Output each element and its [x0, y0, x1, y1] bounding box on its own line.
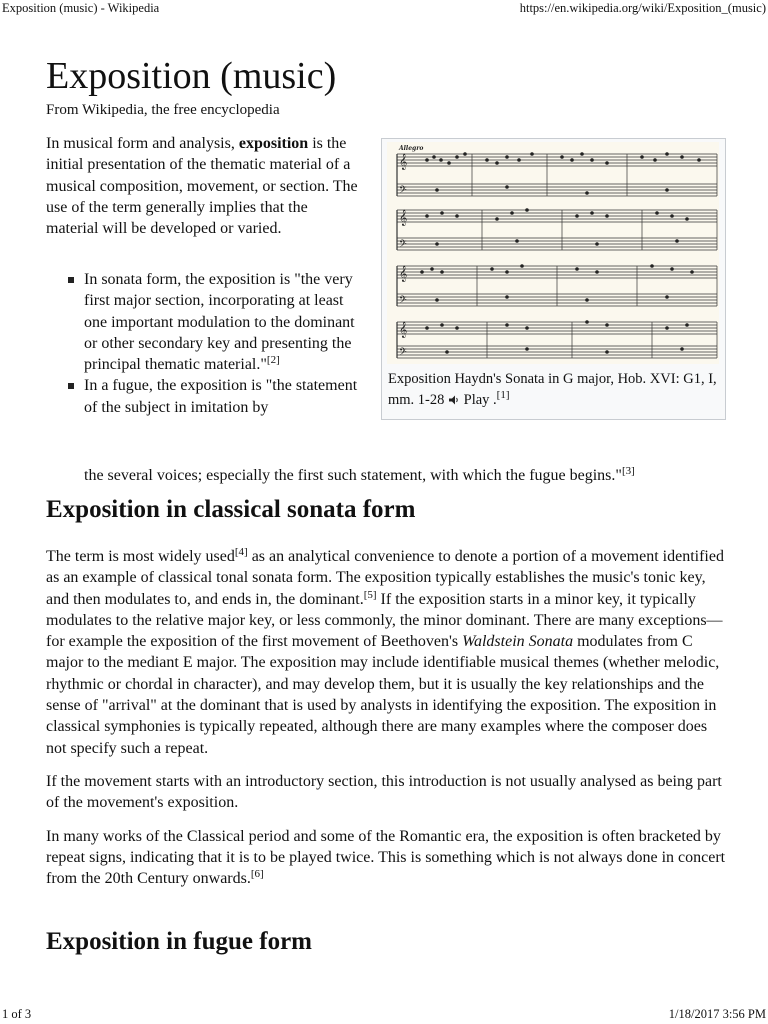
score-tempo-marking: Allegro	[399, 145, 424, 152]
square-bullet-icon	[68, 277, 74, 283]
svg-text:𝄢: 𝄢	[399, 184, 407, 198]
print-footer	[2, 1007, 766, 1022]
list-item: In a fugue, the exposition is "the statement of the subject in imitation by	[46, 375, 366, 418]
svg-text:𝄢: 𝄢	[399, 238, 407, 252]
term-exposition: exposition	[238, 135, 309, 152]
reference-link[interactable]: [4]	[234, 546, 248, 558]
reference-link[interactable]: [5]	[363, 588, 377, 601]
lead-paragraph: In musical form and analysis, exposition is the initial presentation of the thematic material of a musical composition, movement, or section. The use of the term generally implies that the material will be developed or varied.	[46, 135, 358, 238]
tagline: From Wikipedia, the free encyclopedia	[46, 102, 280, 118]
score-figure	[381, 138, 726, 420]
svg-text:𝄞: 𝄞	[399, 210, 408, 226]
lead-paragraph-container	[46, 133, 364, 239]
reference-link[interactable]: [1]	[496, 389, 510, 401]
svg-text:𝄞: 𝄞	[399, 266, 408, 282]
page-count: 1 of 3	[2, 1007, 32, 1021]
svg-text:𝄞: 𝄞	[399, 154, 408, 170]
sheet-music-image[interactable]	[387, 142, 719, 364]
svg-text:𝄢: 𝄢	[399, 346, 407, 360]
browser-url: https://en.wikipedia.org/wiki/Exposition_(music)	[519, 1, 766, 15]
section-paragraph: In many works of the Classical period and some of the Romantic era, the exposition is often bracketed by repeat signs, indicating that it is to be played twice. This is something which is not always done in concert from the 20th Century onwards.[6]	[46, 827, 726, 888]
section-paragraph: If the movement starts with an introductory section, this introduction is not usually analysed as being part of the movement's exposition.	[46, 772, 722, 812]
browser-page-title: Exposition (music) - Wikipedia	[2, 1, 160, 15]
reference-link[interactable]: [2]	[266, 354, 280, 367]
lead-section	[46, 133, 724, 485]
section-paragraph: The term is most widely used[4] as an analytical convenience to denote a portion of a movement identified as an example of classical tonal sonata form. The exposition typically establishes the music's tonic key, and then modulates to, and ends in, the dominant.[5] If the exposition starts in a minor key, it typically modulates to the relative major key, or less commonly, the minor dominant. There are many exceptions—for example the exposition of the first movement of Beethoven's Waldstein Sonata modulates from C major to the mediant E major. The exposition may include identifiable musical themes (whether melodic, rhythmic or chordal in character), and may develop them, but it is usually the key relationships and the sense of "arrival" at the dominant that is used by analysts in identifying the exposition. The exposition in classical symphonies is typically repeated, although there are many examples where the composer does not specify such a repeat.	[46, 546, 724, 757]
section-sonata-form	[46, 495, 726, 901]
print-header	[2, 1, 766, 16]
lead-bullet-list	[46, 269, 366, 418]
speaker-icon[interactable]	[448, 395, 460, 405]
bullet-continuation: the several voices; especially the first such statement, with which the fugue begins."[3]	[84, 465, 635, 484]
svg-text:𝄢: 𝄢	[399, 294, 407, 308]
play-audio-link[interactable]: Play	[463, 392, 490, 408]
section-heading: Exposition in classical sonata form	[46, 496, 416, 523]
reference-link[interactable]: [6]	[250, 868, 264, 881]
print-timestamp: 1/18/2017 3:56 PM	[668, 1007, 766, 1021]
list-item: In sonata form, the exposition is "the very first major section, incorporating at least one important modulation to the dominant or other secondary key and presenting the principal thematic material."[2]	[46, 269, 366, 375]
svg-text:𝄞: 𝄞	[399, 322, 408, 338]
page-title: Exposition (music)	[46, 55, 337, 97]
article-header	[46, 55, 724, 485]
reference-link[interactable]: [3]	[621, 465, 635, 477]
section-fugue-form	[46, 927, 726, 957]
section-heading: Exposition in fugue form	[46, 928, 313, 955]
work-title: Waldstein Sonata	[462, 633, 574, 651]
figure-caption: Exposition Haydn's Sonata in G major, Hob. XVI: G1, I, mm. 1-28 Play .[1]	[388, 371, 717, 408]
square-bullet-icon	[68, 383, 74, 389]
